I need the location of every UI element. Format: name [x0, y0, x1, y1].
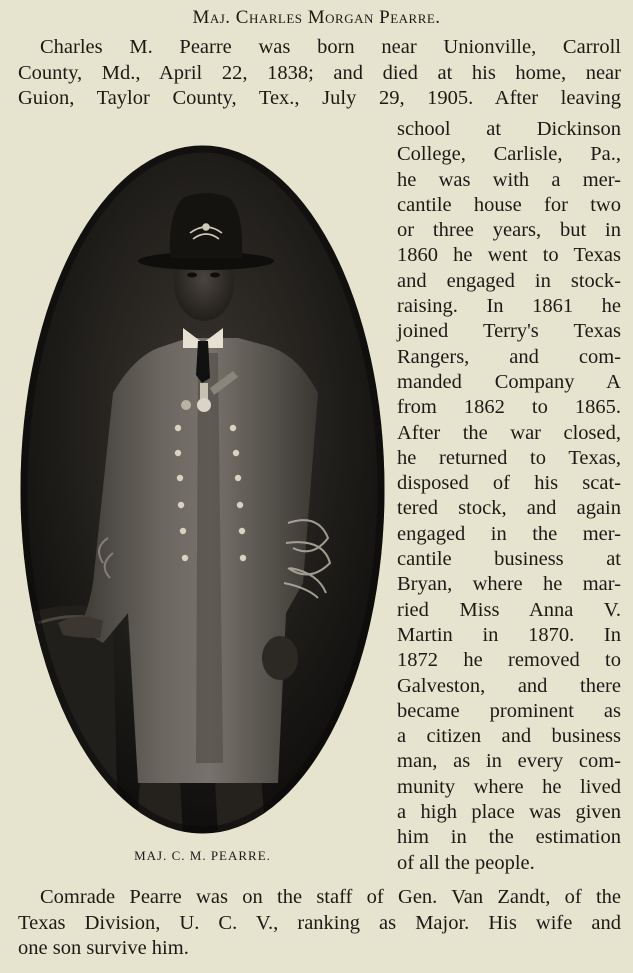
column-line: Galveston, and there	[397, 674, 621, 697]
column-line: from 1862 to 1865.	[397, 396, 621, 419]
column-line: disposed of his scat-	[397, 472, 621, 495]
column-line: munity where he lived	[397, 775, 621, 798]
column-line: a high place was given	[397, 801, 621, 824]
column-line: After the war closed,	[397, 421, 621, 444]
intro-line: Guion, Taylor County, Tex., July 29, 1905. After leaving	[18, 87, 621, 109]
closing-line: Texas Division, U. C. V., ranking as Major. His wife and	[18, 911, 621, 934]
column-line: and engaged in stock-	[397, 269, 621, 292]
portrait-caption: MAJ. C. M. PEARRE.	[134, 848, 271, 863]
column-line: school at Dickinson	[397, 118, 621, 140]
column-line: of all the people.	[397, 851, 535, 874]
column-line: ried Miss Anna V.	[397, 598, 621, 621]
column-line: 1860 he went to Texas	[397, 244, 621, 267]
column-line: raising. In 1861 he	[397, 295, 621, 318]
column-line: tered stock, and again	[397, 497, 621, 520]
column-line: a citizen and business	[397, 725, 621, 748]
column-line: joined Terry's Texas	[397, 320, 621, 343]
column-line: engaged in the mer-	[397, 522, 621, 545]
column-line: 1872 he removed to	[397, 649, 621, 672]
closing-line: Comrade Pearre was on the staff of Gen. Van Zandt, of the	[40, 886, 621, 908]
column-line: Martin in 1870. In	[397, 623, 621, 646]
column-line: man, as in every com-	[397, 750, 621, 773]
intro-line: County, Md., April 22, 1838; and died at his home, near	[18, 61, 621, 84]
column-line: manded Company A	[397, 370, 621, 393]
column-line: cantile business at	[397, 548, 621, 571]
column-line: Bryan, where he mar-	[397, 573, 621, 596]
portrait-photo	[18, 143, 387, 836]
column-line: College, Carlisle, Pa.,	[397, 143, 621, 166]
column-line: became prominent as	[397, 699, 621, 722]
closing-line: one son survive him.	[18, 937, 189, 959]
intro-paragraph	[18, 35, 621, 112]
side-column-text	[397, 117, 621, 876]
column-line: or three years, but in	[397, 219, 621, 242]
column-line: cantile house for two	[397, 193, 621, 216]
column-line: him in the estimation	[397, 826, 621, 849]
column-line: Rangers, and com-	[397, 345, 621, 368]
closing-paragraph	[18, 885, 621, 962]
column-line: he was with a mer-	[397, 168, 621, 191]
article-title: Maj. Charles Morgan Pearre.	[192, 7, 441, 28]
column-line: he returned to Texas,	[397, 446, 621, 469]
intro-line: Charles M. Pearre was born near Unionville, Carroll	[40, 36, 621, 58]
